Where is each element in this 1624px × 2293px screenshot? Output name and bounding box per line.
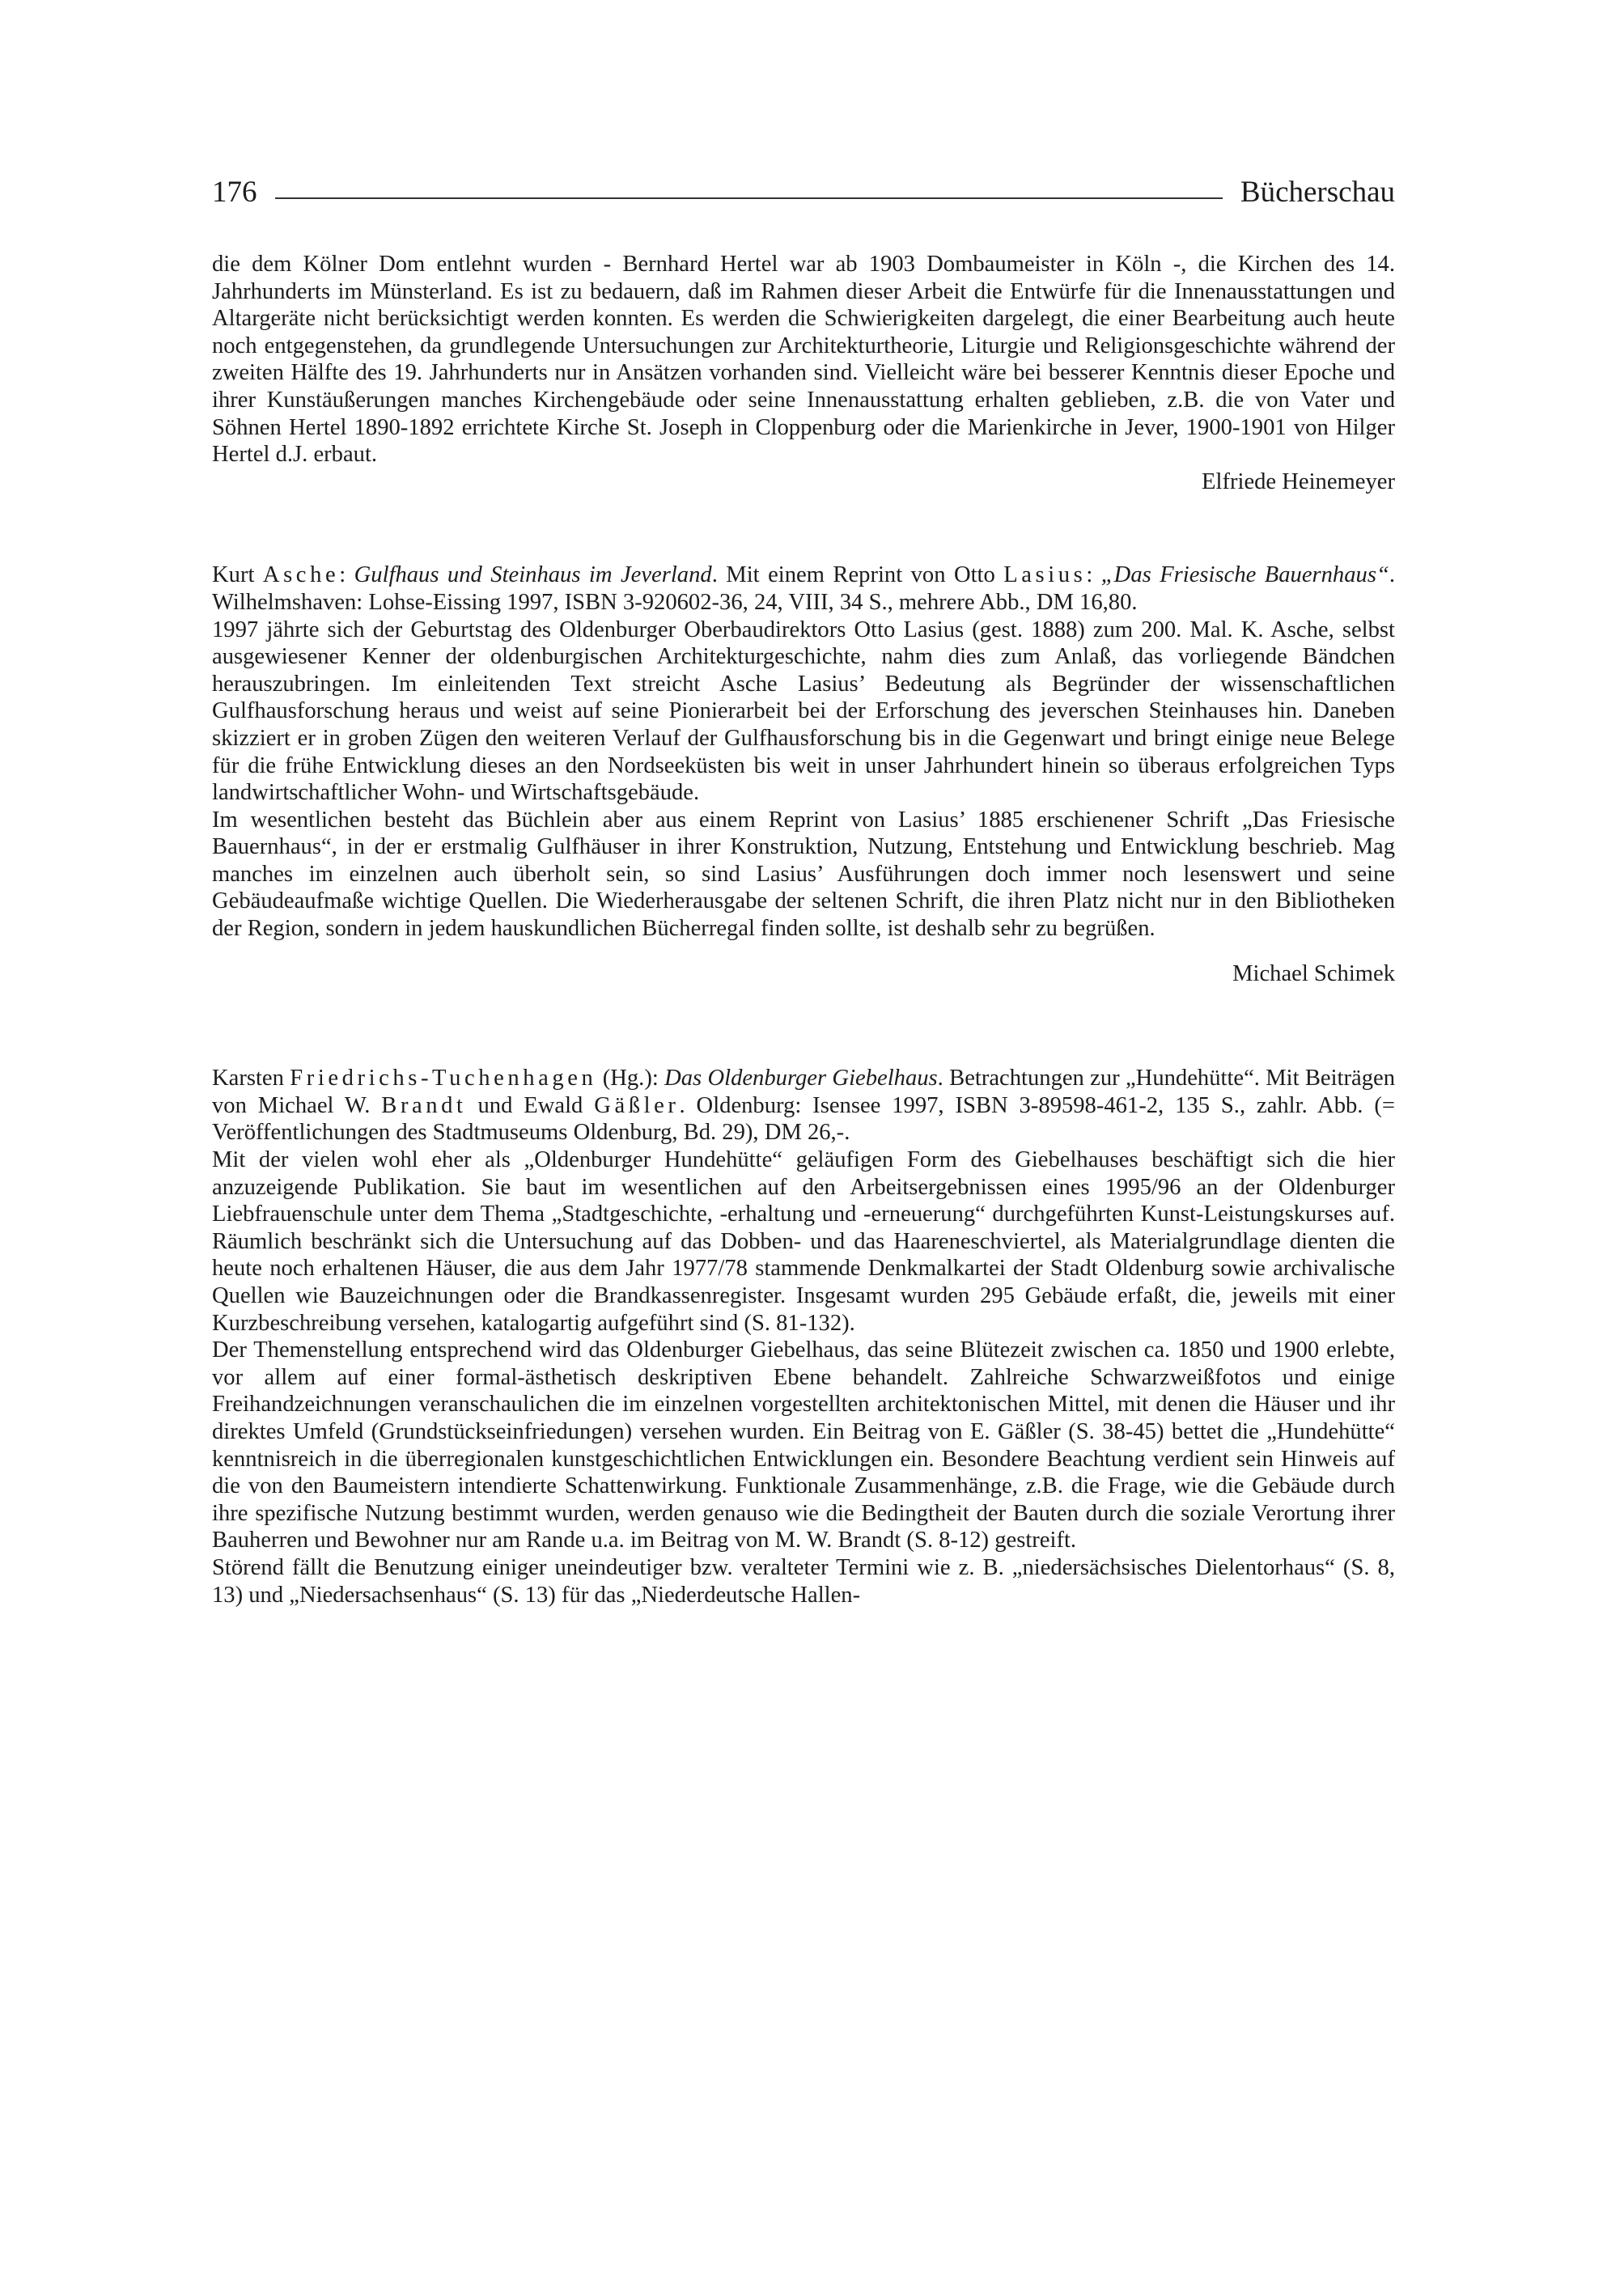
section-title: Bücherschau — [1240, 176, 1395, 209]
editor-first-name: Karsten — [212, 1066, 284, 1091]
editor-last-name: Friedrichs-Tuchenhagen — [290, 1066, 597, 1091]
review-1-text: die dem Kölner Dom entlehnt wurden - Bernhard Hertel war ab 1903 Dombaumeister in Köln -, die Kirchen des 14. Jahrhunderts im Münsterland. Es ist zu bedauern, daß im Rahmen dieser Arbeit die Entwürfe für die Innenausstattungen und Altargeräte nicht berücksichtigt werden konnten. Es werden die Schwierigkeiten dargelegt, die einer Bearbeitung auch heute noch entgegenstehen, da grundlegende Untersuchungen zur Architekturtheorie, Liturgie und Religionsgeschichte während der zweiten Hälfte des 19. Jahrhunderts nur in Ansätzen vorhanden sind. Vielleicht wäre bei besserer Kenntnis dieser Epoche und ihrer Kunstäußerungen manches Kirchengebäude oder seine Innenausstattung erhalten geblieben, z.B. die von Vater und Söhnen Hertel 1890-1892 errichtete Kirche St. Joseph in Cloppenburg oder die Marienkirche in Jever, 1900-1901 von Hilger Hertel d.J. erbaut. — [212, 252, 1395, 468]
review-3-paragraph-2: Der Themenstellung entsprechend wird das Oldenburger Giebelhaus, das seine Blütezeit zwischen ca. 1850 und 1900 erlebte, vor allem auf einer formal-ästhetisch deskriptiven Ebene behandelt. Zahlreiche Schwarzweißfotos und einige Freihandzeichnungen veranschaulichen die im einzelnen vorgestellten architektonischen Mittel, mit denen die Häuser und ihr direktes Umfeld (Grundstückseinfriedungen) versehen wurden. Ein Beitrag von E. Gäßler (S. 38-45) bettet die „Hundehütte“ kenntnisreich in die überregionalen kunstgeschichtlichen Entwicklungen ein. Besondere Beachtung verdient sein Hinweis auf die von den Baumeistern intendierte Schattenwirkung. Funktionale Zusammenhänge, z.B. die Frage, wie die Gebäude durch ihre spezifische Nutzung bestimmt wurden, werden genauso wie die Bedingtheit der Bauten durch die soziale Verortung ihrer Bauherren und Bewohner nur am Rande u.a. im Beitrag von M. W. Brandt (S. 8-12) gestreift. — [212, 1337, 1395, 1553]
conjunction: und Ewald — [466, 1092, 595, 1118]
contributor-1: Brandt — [381, 1092, 467, 1118]
subtitle-intro: . Betrachtungen zur „Hundehütte“. Mit Beiträgen von Michael W. — [212, 1066, 1395, 1118]
book-title: Das Oldenburger Giebelhaus — [664, 1066, 938, 1091]
review-1 — [212, 251, 1395, 468]
review-2-paragraph-2: Im wesentlichen besteht das Büchlein aber aus einem Reprint von Lasius’ 1885 erschienener Schrift „Das Friesische Bauernhaus“, in der er erstmalig Gulfhäuser in ihrer Konstruktion, Nutzung, Entstehung und Entwicklung beschrieb. Mag manches im einzelnen auch überholt sein, so sind Lasius’ Ausführungen doch immer noch lesenswert und seine Gebäudeaufmaße wichtige Quellen. Die Wiederherausgabe der seltenen Schrift, die ihren Platz nicht nur in den Bibliotheken der Region, sondern in jedem hauskundlichen Bücherregal finden sollte, ist deshalb sehr zu begrüßen. — [212, 807, 1395, 942]
author-last-name: Asche — [262, 562, 340, 588]
review-2-reviewer: Michael Schimek — [1232, 960, 1395, 986]
page-number: 176 — [212, 176, 257, 209]
review-1-reviewer: Elfriede Heinemeyer — [1202, 468, 1395, 494]
publication-info: . Oldenburg: Isensee 1997, ISBN 3-89598-461-2, 135 S., zahlr. Abb. (= Veröffentlichungen des Stadtmuseums Oldenburg, Bd. 29), DM 26,-. — [212, 1092, 1395, 1146]
author-first-name: Kurt — [212, 562, 255, 588]
review-2 — [212, 562, 1395, 942]
review-2-citation: Kurt Asche: Gulfhaus und Steinhaus im Jeverland. Mit einem Reprint von Otto Lasius: „Das Friesische Bauernhaus“. Wilhelmshaven: Lohse-Eissing 1997, ISBN 3-920602-36, 24, VIII, 34 S., mehrere Abb., DM 16,80. — [212, 562, 1396, 615]
page — [212, 162, 1395, 1608]
reprint-title: „Das Friesische Bauernhaus“ — [1100, 562, 1389, 588]
reprint-author: Lasius — [1003, 562, 1087, 588]
review-3-citation — [212, 1065, 1395, 1146]
review-2-paragraph-1: 1997 jährte sich der Geburtstag des Oldenburger Oberbaudirektors Otto Lasius (gest. 1888) zum 200. Mal. K. Asche, selbst ausgewiesener Kenner der oldenburgischen Architekturgeschichte, nahm dies zum Anlaß, das vorliegende Bändchen herauszubringen. Im einleitenden Text streicht Asche Lasius’ Bedeutung als Begründer der wissenschaftlichen Gulfhausforschung heraus und weist auf seine Pionierarbeit bei der Erforschung des jeverschen Steinhauses hin. Daneben skizziert er in groben Zügen den weiteren Verlauf der Gulfhausforschung bis in die Gegenwart und bringt einige neue Belege für die frühe Entwicklung dieses an den Nordseeküsten bis weit in unser Jahrhundert hinein so überaus erfolgreichen Typs landwirtschaftlicher Wohn- und Wirtschaftsgebäude. — [212, 617, 1395, 806]
review-3-paragraph-3: Störend fällt die Benutzung einiger uneindeutiger bzw. veralteter Termini wie z. B. „niedersächsisches Dielentorhaus“ (S. 8, 13) und „Niedersachsenhaus“ (S. 13) für das „Niederdeutsche Hallen- — [212, 1554, 1395, 1608]
running-head — [212, 162, 1395, 207]
editor-suffix: (Hg.): — [596, 1066, 665, 1091]
publication-info: . Wilhelmshaven: Lohse-Eissing 1997, ISBN 3-920602-36, 24, VIII, 34 S., mehrere Abb., DM 16,80. — [212, 562, 1396, 615]
header-rule — [275, 197, 1223, 199]
review-3-paragraph-1: Mit der vielen wohl eher als „Oldenburger Hundehütte“ geläufigen Form des Giebelhauses beschäftigt sich die hier anzuzeigende Publikation. Sie baut im wesentlichen auf den Arbeitsergebnissen eines 1995/96 an der Oldenburger Liebfrauenschule unter dem Thema „Stadtgeschichte, -erhaltung und -erneuerung“ durchgeführten Kunst-Leistungskurses auf. Räumlich beschränkt sich die Untersuchung auf das Dobben- und das Haareneschviertel, als Materialgrundlage dienten die heute noch erhaltenen Häuser, die aus dem Jahr 1977/78 stammende Denkmalkartei der Stadt Oldenburg sowie archivalische Quellen wie Bauzeichnungen oder die Brandkassenregister. Insgesamt wurden 295 Gebäude erfaßt, die, jeweils mit einer Kurzbeschreibung versehen, katalogartig aufgeführt sind (S. 81-132). — [212, 1147, 1395, 1336]
contributor-2: Gäßler — [594, 1092, 680, 1118]
book-title: Gulfhaus und Steinhaus im Jeverland — [354, 562, 712, 588]
review-3 — [212, 1065, 1395, 1608]
reprint-intro: . Mit einem Reprint von Otto — [711, 562, 995, 588]
